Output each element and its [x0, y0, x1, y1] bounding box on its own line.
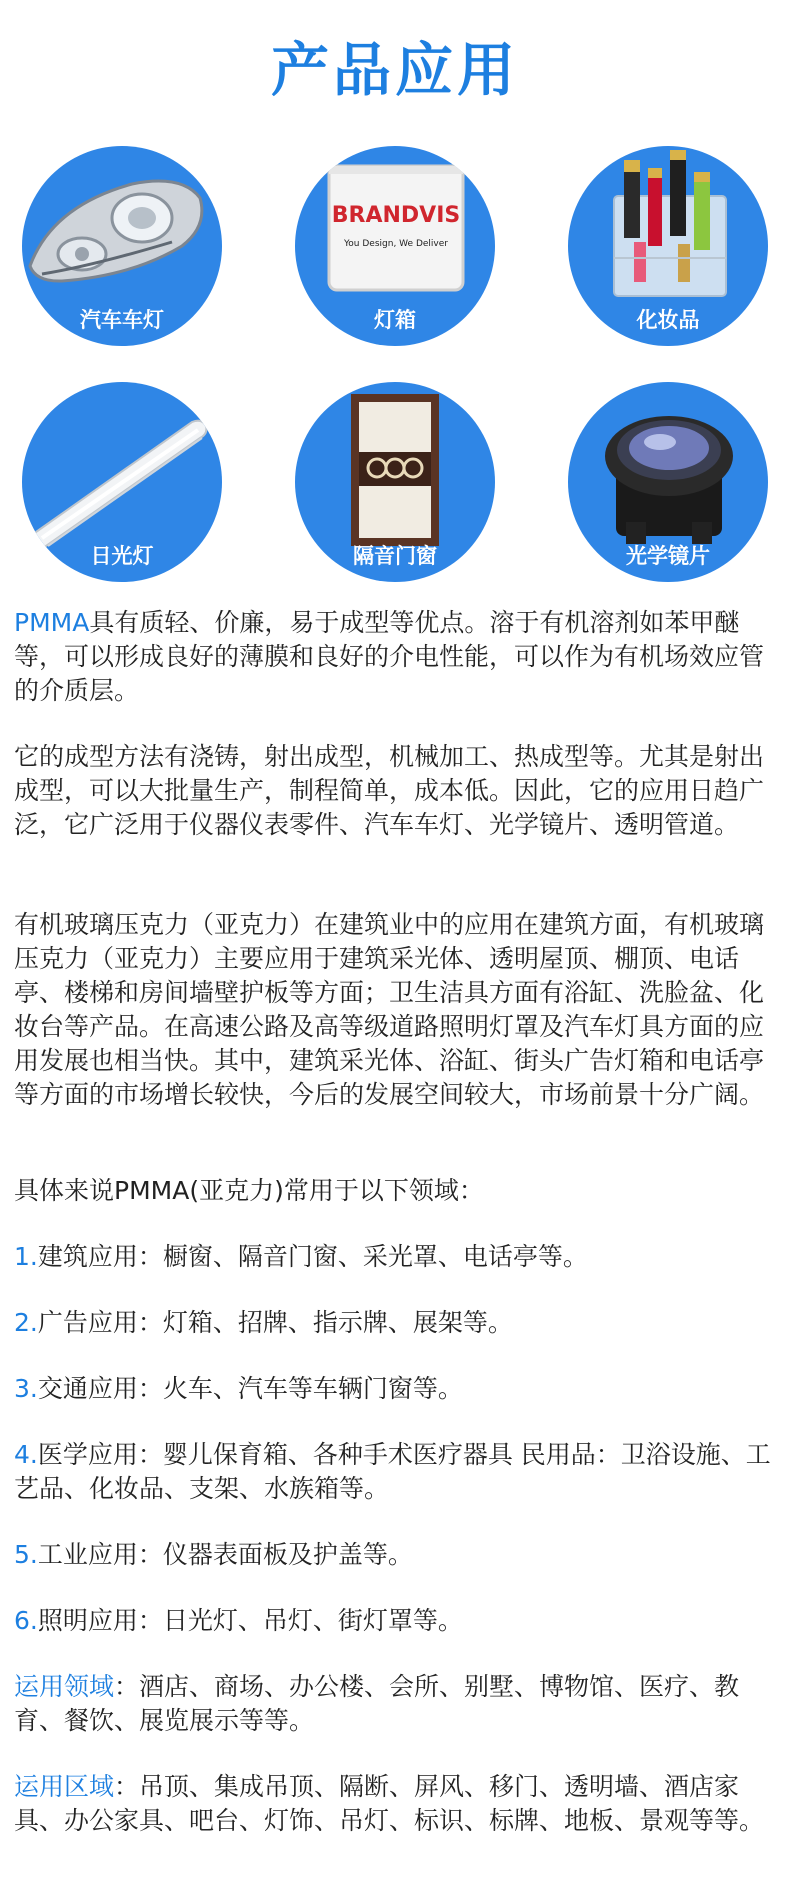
page-title: 产品应用 [270, 36, 519, 104]
list-number: 6. [14, 1606, 38, 1635]
product-label: 汽车车灯 [80, 308, 164, 332]
usage-area-label: 运用区域 [14, 1772, 115, 1801]
list-item [14, 1240, 774, 1274]
list-text: 广告应用：灯箱、招牌、指示牌、展架等。 [37, 1308, 513, 1337]
product-tube-light [22, 382, 222, 582]
list-number: 1. [14, 1242, 38, 1271]
lightbox-brand: BRANDVIS [331, 203, 461, 228]
product-cosmetics [568, 146, 768, 346]
product-car-headlight [22, 146, 222, 346]
intro-text: 具有质轻、价廉，易于成型等优点。溶于有机溶剂如苯甲醚等，可以形成良好的薄膜和良好的介电性能，可以作为有机场效应管的介质层。 [14, 608, 765, 705]
lightbox-slogan: You Design, We Deliver [344, 239, 448, 249]
list-text: 医学应用：婴儿保育箱、各种手术医疗器具 民用品：卫浴设施、工艺品、化妆品、支架、水族箱等。 [14, 1440, 771, 1503]
list-number: 5. [14, 1540, 38, 1569]
product-label: 日光灯 [90, 544, 154, 568]
usage-area-text: ：吊顶、集成吊顶、隔断、屏风、移门、透明墙、酒店家具、办公家具、吧台、灯饰、吊灯、标识、标牌、地板、景观等等。 [14, 1772, 765, 1835]
list-item [14, 1306, 774, 1340]
product-optical-lens [568, 382, 768, 582]
list-text: 建筑应用：橱窗、隔音门窗、采光罩、电话亭等。 [37, 1242, 588, 1271]
usage-area-paragraph [14, 1770, 774, 1838]
list-number: 4. [14, 1440, 38, 1469]
usage-field-label: 运用领域 [14, 1672, 115, 1701]
list-text: 交通应用：火车、汽车等车辆门窗等。 [37, 1374, 463, 1403]
product-label: 化妆品 [636, 308, 700, 332]
usage-field-text: ：酒店、商场、办公楼、会所、别墅、博物馆、医疗、教育、餐饮、展览展示等等。 [14, 1672, 740, 1735]
construction-paragraph: 有机玻璃压克力（亚克力）在建筑业中的应用在建筑方面，有机玻璃压克力（亚克力）主要应用于建筑采光体、透明屋顶、棚顶、电话亭、楼梯和房间墙壁护板等方面；卫生洁具方面有浴缸、洗脸盆、化妆台等产品。在高速公路及高等级道路照明灯罩及汽车灯具方面的应用发展也相当快。其中，建筑采光体、浴缸、街头广告灯箱和电话亭等方面的市场增长较快，今后的发展空间较大，市场前景十分广阔。 [14, 910, 765, 1109]
list-number: 3. [14, 1374, 38, 1403]
molding-paragraph: 它的成型方法有浇铸，射出成型，机械加工、热成型等。尤其是射出成型，可以大批量生产，制程简单，成本低。因此，它的应用日趋广泛，它广泛用于仪器仪表零件、汽车车灯、光学镜片、透明管道。 [14, 742, 765, 839]
list-item [14, 1538, 774, 1572]
usage-field-paragraph [14, 1670, 774, 1738]
list-number: 2. [14, 1308, 38, 1337]
product-door-window [295, 382, 495, 582]
product-label: 光学镜片 [626, 544, 710, 568]
pmma-term: PMMA [14, 608, 90, 637]
list-text: 照明应用：日光灯、吊灯、街灯罩等。 [37, 1606, 463, 1635]
fields-intro: 具体来说PMMA(亚克力)常用于以下领域： [14, 1176, 484, 1205]
list-item [14, 1438, 774, 1506]
product-grid [0, 146, 790, 568]
intro-paragraph [14, 606, 774, 708]
product-lightbox [295, 146, 495, 346]
product-label: 灯箱 [374, 308, 416, 332]
list-text: 工业应用：仪器表面板及护盖等。 [37, 1540, 413, 1569]
list-item [14, 1604, 774, 1638]
product-label: 隔音门窗 [353, 544, 437, 568]
list-item [14, 1372, 774, 1406]
